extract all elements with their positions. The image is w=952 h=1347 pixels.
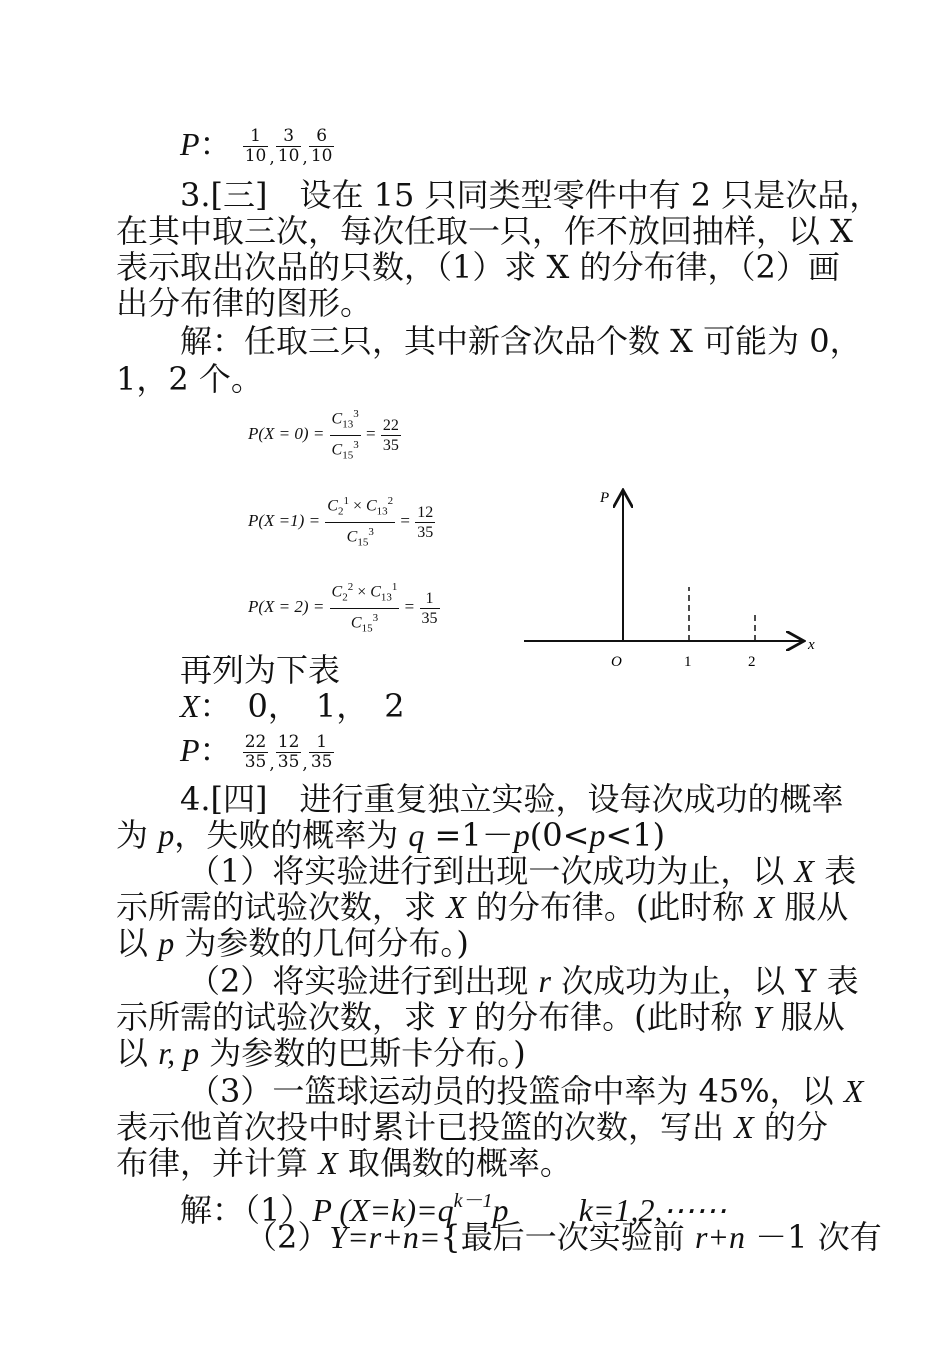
q3-solution-line-1: 解：任取三只，其中新含次品个数 X 可能为 0， (180, 322, 862, 360)
prev-frac-3: $\frac{6}{10}$ (310, 126, 333, 166)
p-frac-1: $\frac{22}{35}$ (244, 732, 267, 772)
q4-part1-line-1: （1）将实验进行到出现一次成功为止，以 X 表 (188, 852, 857, 890)
q4-solution-line-2: （2）Y=r+n={最后一次实验前 r+n －1 次有 (245, 1218, 882, 1256)
q4-solution-line-1: 解：（1）P $(X=k)=q^{k-1}p$ k=1,2,⋯⋯ (180, 1190, 727, 1229)
p-frac-3: $\frac{1}{35}$ (310, 732, 333, 772)
tick-label-1: 1 (684, 654, 692, 670)
q4-part3-line-1: （3）一篮球运动员的投篮命中率为 45%，以 X (188, 1072, 864, 1110)
origin-label: O (611, 654, 622, 670)
q3-line-1: 3.[三] 设在 15 只同类型零件中有 2 只是次品， (180, 176, 882, 214)
prev-frac-1: $\frac{1}{10}$ (244, 126, 267, 166)
q3-solution-line-2: 1，2 个。 (116, 360, 263, 398)
equation-p1: P(X =1) = $\frac{C_2^1 \times C_{13}^2}{C_{15}^3}$ = $\frac{12}{35}$ (248, 492, 436, 552)
q3-line-4: 出分布律的图形。 (116, 284, 373, 322)
q4-part2-line-3: 以 r, p 为参数的巴斯卡分布。) (116, 1034, 526, 1072)
q4-line-1: 4.[四] 进行重复独立实验，设每次成功的概率 (180, 780, 844, 818)
prev-p-label: P (180, 126, 200, 162)
q4-part1-line-3: 以 p 为参数的几何分布。) (116, 924, 469, 962)
q3-line-3: 表示取出次品的只数，（1）求 X 的分布律，（2）画 (116, 248, 840, 286)
prev-probability-row: P： $\frac{1}{10}$ $_,$ $\frac{3}{10}$ $_,$ $\frac{6}{10}$ (180, 125, 333, 168)
q4-part3-line-2: 表示他首次投中时累计已投篮的次数，写出 X 的分 (116, 1108, 828, 1146)
q4-part2-line-2: 示所需的试验次数，求 Y 的分布律。(此时称 Y 服从 (116, 998, 845, 1036)
x-values-row: X： 0， 1， 2 (180, 687, 405, 725)
prev-p-colon: ： (199, 125, 232, 163)
prev-frac-2: $\frac{3}{10}$ (277, 126, 300, 166)
equation-p0: P(X = 0) = $\frac{C_{13}^3}{C_{15}^3}$ = $\frac{22}{35}$ (248, 405, 402, 465)
p-frac-2: $\frac{12}{35}$ (277, 732, 300, 772)
x-axis-label: x (808, 637, 815, 653)
equation-p2: P(X = 2) = $\frac{C_2^2 \times C_{13}^1}{C_{15}^3}$ = $\frac{1}{35}$ (248, 578, 441, 638)
p-values-row: P： $\frac{22}{35}$ $_,$ $\frac{12}{35}$ $_,$ $\frac{1}{35}$ (180, 731, 333, 774)
y-axis-label: P (600, 490, 610, 506)
q4-part2-line-1: （2）将实验进行到出现 r 次成功为止，以 Y 表 (188, 962, 859, 1000)
q4-part1-line-2: 示所需的试验次数，求 X 的分布律。(此时称 X 服从 (116, 888, 849, 926)
tick-label-2: 2 (748, 654, 756, 670)
q4-part3-line-3: 布律，并计算 X 取偶数的概率。 (116, 1144, 572, 1182)
q4-line-2: 为 p，失败的概率为 q =1－p(0<p<1) (116, 816, 666, 854)
q3-line-2: 在其中取三次，每次任取一只，作不放回抽样，以 X (116, 212, 853, 250)
table-intro: 再列为下表 (180, 651, 341, 689)
pmf-chart (520, 480, 820, 670)
